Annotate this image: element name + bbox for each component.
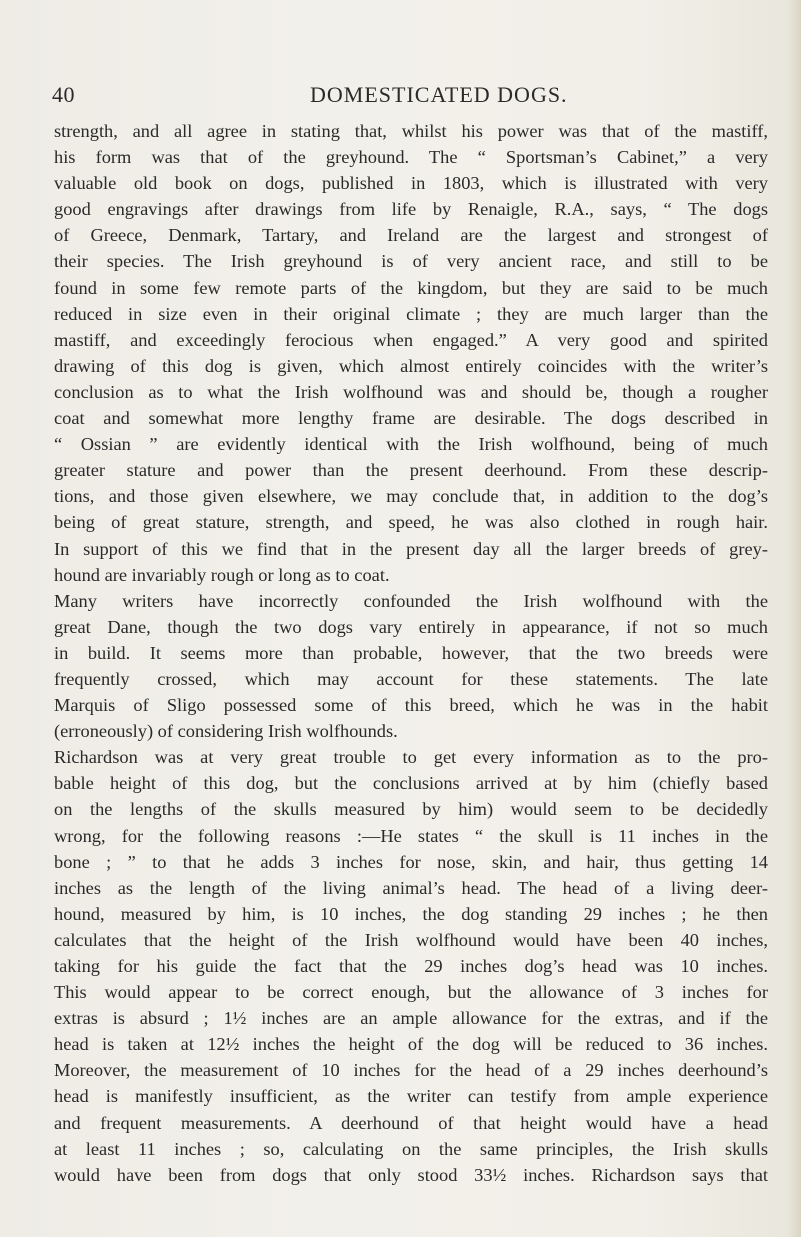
text-line: good engravings after drawings from life by Renaigle, R.A., says, “ The dogs [54, 199, 768, 220]
text-line: In support of this we find that in the present day all the larger breeds of grey- [54, 538, 768, 559]
text-line: great Dane, though the two dogs vary entirely in appearance, if not so much [54, 616, 768, 637]
text-line: (erroneously) of considering Irish wolfhounds. [54, 721, 398, 742]
text-line: reduced in size even in their original climate ; they are much larger than the [54, 303, 768, 324]
text-line: frequently crossed, which may account for these statements. The late [54, 668, 768, 689]
text-line: hound are invariably rough or long as to coat. [54, 564, 390, 585]
text-line: in build. It seems more than probable, however, that the two breeds were [54, 642, 768, 663]
text-line: at least 11 inches ; so, calculating on the same principles, the Irish skulls [54, 1138, 768, 1159]
body-text [54, 118, 768, 1188]
text-line: would have been from dogs that only stood 33½ inches. Richardson says that [54, 1164, 768, 1185]
text-line: drawing of this dog is given, which almost entirely coincides with the writer’s [54, 355, 768, 376]
text-line: extras is absurd ; 1½ inches are an ample allowance for the extras, and if the [54, 1008, 768, 1029]
text-line: his form was that of the greyhound. The “ Sportsman’s Cabinet,” a very [54, 147, 768, 168]
text-line: inches as the length of the living animal’s head. The head of a living deer- [54, 877, 768, 898]
page-header [52, 82, 752, 112]
text-line: coat and somewhat more lengthy frame are desirable. The dogs described in [54, 408, 768, 429]
text-line: valuable old book on dogs, published in 1803, which is illustrated with very [54, 173, 768, 194]
text-line: their species. The Irish greyhound is of very ancient race, and still to be [54, 251, 768, 272]
text-line: being of great stature, strength, and speed, he was also clothed in rough hair. [54, 512, 768, 533]
text-line: bable height of this dog, but the conclusions arrived at by him (chiefly based [54, 773, 768, 794]
text-line: conclusion as to what the Irish wolfhound was and should be, though a rougher [54, 381, 768, 402]
text-line: head is taken at 12½ inches the height of the dog will be reduced to 36 inches. [54, 1034, 768, 1055]
text-line: “ Ossian ” are evidently identical with the Irish wolfhound, being of much [54, 434, 768, 455]
text-line: This would appear to be correct enough, but the allowance of 3 inches for [54, 982, 768, 1003]
text-line: mastiff, and exceedingly ferocious when engaged.” A very good and spirited [54, 329, 768, 350]
text-line: tions, and those given elsewhere, we may conclude that, in addition to the dog’s [54, 486, 768, 507]
text-line: on the lengths of the skulls measured by him) would seem to be decidedly [54, 799, 768, 820]
page-edge-shadow [787, 0, 801, 1237]
running-title: DOMESTICATED DOGS. [310, 82, 568, 107]
text-line: and frequent measurements. A deerhound of that height would have a head [54, 1112, 768, 1133]
page-number: 40 [52, 82, 75, 107]
text-line: found in some few remote parts of the kingdom, but they are said to be much [54, 277, 768, 298]
text-line: wrong, for the following reasons :—He states “ the skull is 11 inches in the [54, 825, 768, 846]
text-line: Marquis of Sligo possessed some of this breed, which he was in the habit [54, 695, 768, 716]
text-line: greater stature and power than the present deerhound. From these descrip- [54, 460, 768, 481]
text-line: Richardson was at very great trouble to get every information as to the pro- [54, 747, 768, 768]
text-line: head is manifestly insufficient, as the writer can testify from ample experience [54, 1086, 768, 1107]
text-line: hound, measured by him, is 10 inches, the dog standing 29 inches ; he then [54, 903, 768, 924]
text-line: Moreover, the measurement of 10 inches for the head of a 29 inches deerhound’s [54, 1060, 768, 1081]
text-line: of Greece, Denmark, Tartary, and Ireland are the largest and strongest of [54, 225, 768, 246]
text-line: strength, and all agree in stating that, whilst his power was that of the mastiff, [54, 121, 768, 141]
text-line: calculates that the height of the Irish wolfhound would have been 40 inches, [54, 929, 768, 950]
text-line: taking for his guide the fact that the 29 inches dog’s head was 10 inches. [54, 956, 768, 976]
text-line: Many writers have incorrectly confounded the Irish wolfhound with the [54, 590, 768, 611]
text-line: bone ; ” to that he adds 3 inches for nose, skin, and hair, thus getting 14 [54, 851, 768, 872]
